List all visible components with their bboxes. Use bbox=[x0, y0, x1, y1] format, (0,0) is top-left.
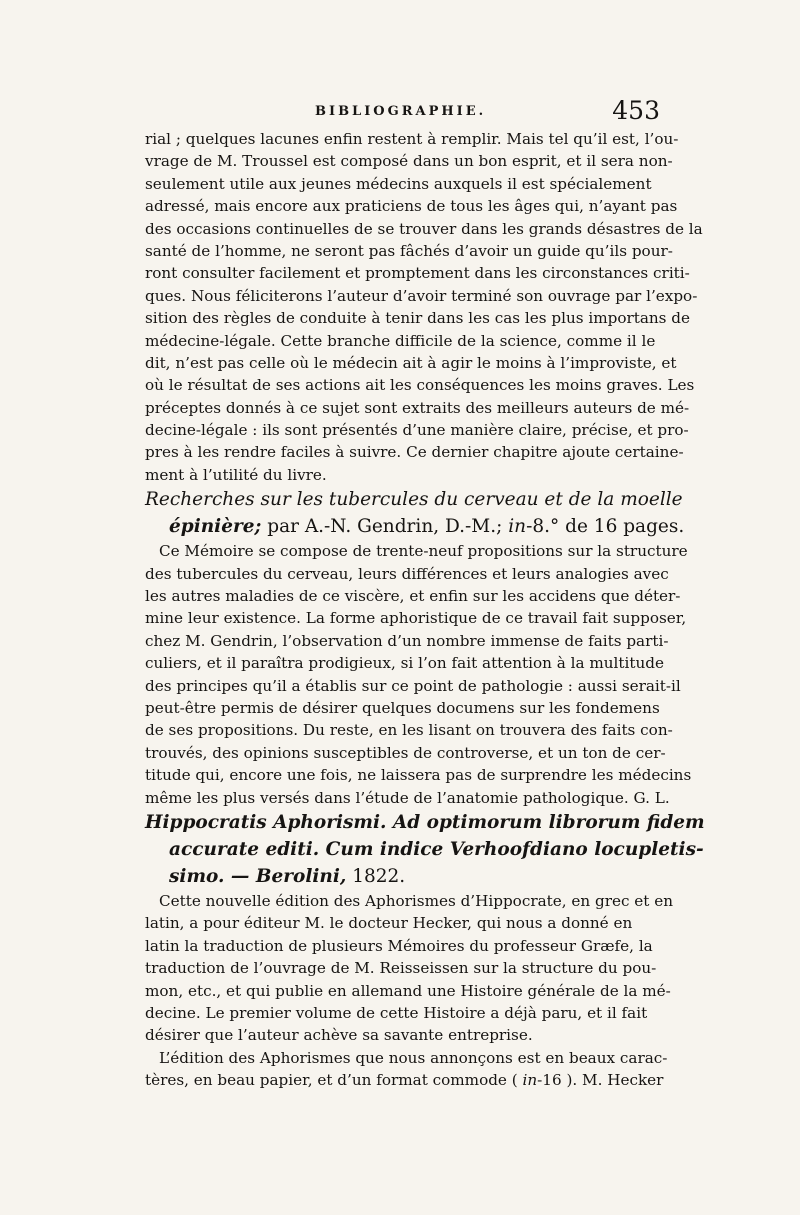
text-line: de ses propositions. Du reste, en les lisant on trouvera des faits con- bbox=[145, 721, 673, 740]
text-line: ques. Nous féliciterons l’auteur d’avoir terminé son ouvrage par l’expo- bbox=[145, 286, 698, 305]
text-line: des principes qu’il a établis sur ce point de pathologie : aussi serait-il bbox=[145, 676, 681, 695]
text-line: sition des règles de conduite à tenir dans les cas les plus importans de bbox=[145, 309, 691, 328]
text-line: adressé, mais encore aux praticiens de tous les âges qui, n’ayant pas bbox=[145, 197, 678, 216]
entry-title: Recherches sur les tubercules du cerveau et de la moelle bbox=[145, 489, 683, 511]
running-title: BIBLIOGRAPHIE. bbox=[315, 104, 487, 119]
text-line: vrage de M. Troussel est composé dans un bon esprit, et il sera non- bbox=[145, 152, 673, 171]
entry-title: Hippocratis Aphorismi. Ad optimorum librorum fidem bbox=[145, 811, 705, 833]
entry-hippocratis bbox=[145, 809, 705, 1092]
text-line: L’édition des Aphorismes que nous annonçons est en beaux carac- bbox=[159, 1048, 668, 1067]
text-line: trouvés, des opinions susceptibles de controverse, et un ton de cer- bbox=[145, 743, 666, 762]
text-line: mon, etc., et qui publie en allemand une Histoire générale de la mé- bbox=[145, 981, 671, 1000]
entry-title-line bbox=[145, 513, 685, 540]
text-line: mine leur existence. La forme aphoristique de ce travail fait supposer, bbox=[145, 609, 687, 628]
text-line: seulement utile aux jeunes médecins auxquels il est spécialement bbox=[145, 174, 652, 193]
text-line: santé de l’homme, ne seront pas fâchés d’avoir un guide qu’ils pour- bbox=[145, 241, 673, 260]
text-line: préceptes donnés à ce sujet sont extraits des meilleurs auteurs de mé- bbox=[145, 398, 690, 417]
text-line: pres à les rendre faciles à suivre. Ce dernier chapitre ajoute certaine- bbox=[145, 443, 684, 462]
title-italic: simo. — Berolini, bbox=[169, 865, 347, 887]
text-line: même les plus versés dans l’étude de l’anatomie pathologique. G. L. bbox=[145, 788, 670, 807]
text-line: des tubercules du cerveau, leurs différences et leurs analogies avec bbox=[145, 564, 669, 583]
text-line: latin la traduction de plusieurs Mémoires du professeur Græfe, la bbox=[145, 936, 653, 955]
page-text bbox=[145, 128, 705, 1091]
text-line: peut-être permis de désirer quelques documens sur les fondemens bbox=[145, 698, 660, 717]
section-1-continuation bbox=[145, 128, 703, 486]
text-line: chez M. Gendrin, l’observation d’un nombre immense de faits parti- bbox=[145, 631, 669, 650]
text-line: culiers, et il paraîtra prodigieux, si l’on fait attention à la multitude bbox=[145, 654, 664, 673]
format-detail: -8.° de 16 pages. bbox=[526, 516, 685, 538]
year: 1822. bbox=[346, 865, 406, 887]
format-italic: in bbox=[508, 516, 527, 538]
entry-title-line bbox=[145, 863, 660, 890]
text-line: decine. Le premier volume de cette Histoire a déjà paru, et il fait bbox=[145, 1003, 648, 1022]
text-line: médecine-légale. Cette branche difficile de la science, comme il le bbox=[145, 331, 656, 350]
entry-title-line: accurate editi. Cum indice Verhoofdiano locupletis- bbox=[169, 838, 704, 860]
text-line: Cette nouvelle édition des Aphorismes d’Hippocrate, en grec et en bbox=[159, 891, 673, 910]
text-line: dit, n’est pas celle où le médecin ait à agir le moins à l’improviste, et bbox=[145, 353, 677, 372]
text-line: decine-légale : ils sont présentés d’une manière claire, précise, et pro- bbox=[145, 421, 689, 440]
format-italic: in bbox=[522, 1071, 538, 1090]
text-line bbox=[145, 1069, 664, 1091]
text-line: ment à l’utilité du livre. bbox=[145, 465, 327, 484]
text-line: latin, a pour éditeur M. le docteur Hecker, qui nous a donné en bbox=[145, 914, 633, 933]
entry-gendrin bbox=[145, 486, 692, 809]
author: par A.-N. Gendrin, D.-M.; bbox=[261, 516, 509, 538]
text-line: des occasions continuelles de se trouver dans les grands désastres de la bbox=[145, 219, 703, 238]
title-italic: épinière; bbox=[169, 516, 262, 538]
text-fragment: -16 ). M. Hecker bbox=[537, 1071, 664, 1090]
page-number: 453 bbox=[612, 96, 660, 125]
text-fragment: tères, en beau papier, et d’un format commode ( bbox=[145, 1071, 523, 1090]
page-header bbox=[145, 96, 660, 130]
text-line: traduction de l’ouvrage de M. Reisseissen sur la structure du pou- bbox=[145, 959, 657, 978]
text-line: rial ; quelques lacunes enfin restent à remplir. Mais tel qu’il est, l’ou- bbox=[145, 130, 679, 148]
text-line: désirer que l’auteur achève sa savante entreprise. bbox=[145, 1026, 533, 1045]
text-line: où le résultat de ses actions ait les conséquences les moins graves. Les bbox=[145, 376, 695, 395]
text-line: ront consulter facilement et promptement dans les circonstances criti- bbox=[145, 264, 690, 283]
text-line: les autres maladies de ce viscère, et enfin sur les accidens que déter- bbox=[145, 587, 681, 606]
text-line: Ce Mémoire se compose de trente-neuf propositions sur la structure bbox=[159, 542, 688, 561]
text-line: titude qui, encore une fois, ne laissera pas de surprendre les médecins bbox=[145, 766, 692, 785]
